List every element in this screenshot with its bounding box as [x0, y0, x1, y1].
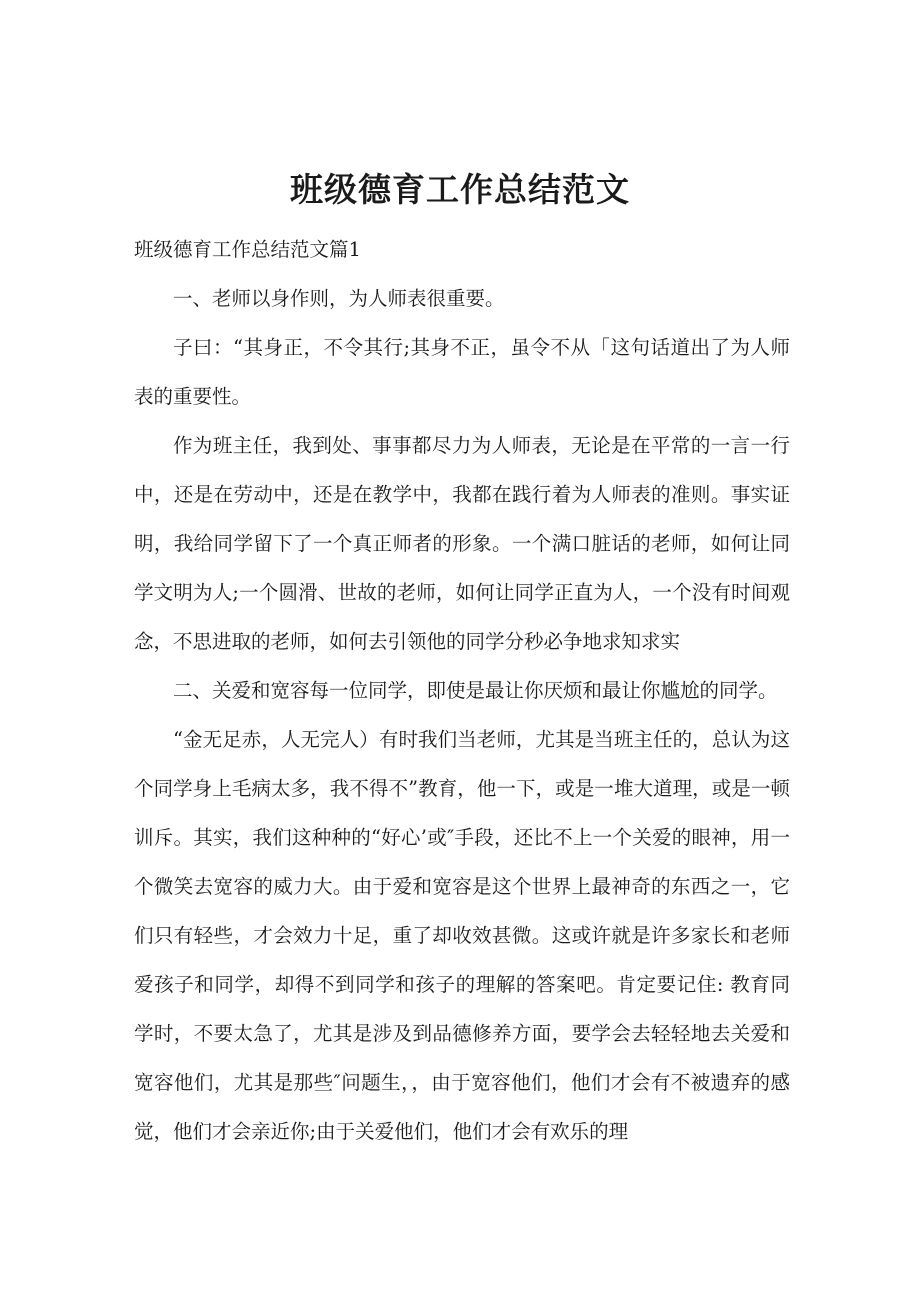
paragraph-3: 作为班主任，我到处、事事都尽力为人师表，无论是在平常的一言一行中，还是在劳动中，还是在教学中，我都在践行着为人师表的准则。事实证明，我给同学留下了一个真正师者的形象。一个满口脏话的老师，如何让同学文明为人;一个圆滑、世故的老师，如何让同学正直为人，一个没有时间观念，不思进取的老师，如何去引领他的同学分秒必争地求知求实	[134, 434, 790, 653]
paragraph-4: 二、关爱和宽容每一位同学，即使是最让你厌烦和最让你尴尬的同学。	[173, 679, 778, 702]
paragraph-1: 一、老师以身作则，为人师表很重要。	[173, 287, 505, 310]
document-title: 班级德育工作总结范文	[290, 170, 630, 210]
paragraph-2: 子曰：“其身正，不令其行;其身不正，虽令不从「这句话道出了为人师表的重要性。	[134, 336, 790, 408]
document-body	[134, 225, 790, 1156]
section-heading: 班级德育工作总结范文篇1	[134, 238, 361, 261]
paragraph-5: “金无足赤，人无完人）有时我们当老师，尤其是当班主任的，总认为这个同学身上毛病太多，我不得不”教育，他一下，或是一堆大道理，或是一顿训斥。其实，我们这种种的“好心’或″手段，还比不上一个关爱的眼神，用一个微笑去宽容的威力大。由于爱和宽容是这个世界上最神奇的东西之一，它们只有轻些，才会效力十足，重了却收效甚微。这或许就是许多家长和老师爱孩子和同学，却得不到同学和孩子的理解的答案吧。肯定要记住: 教育同学时，不要太急了，尤其是涉及到品德修养方面，要学会去轻轻地去关爱和宽容他们，尤其是那些″问题生，，由于宽容他们，他们才会有不被遗弃的感觉，他们才会亲近你;由于关爱他们，他们才会有欢乐的理	[134, 728, 790, 1143]
